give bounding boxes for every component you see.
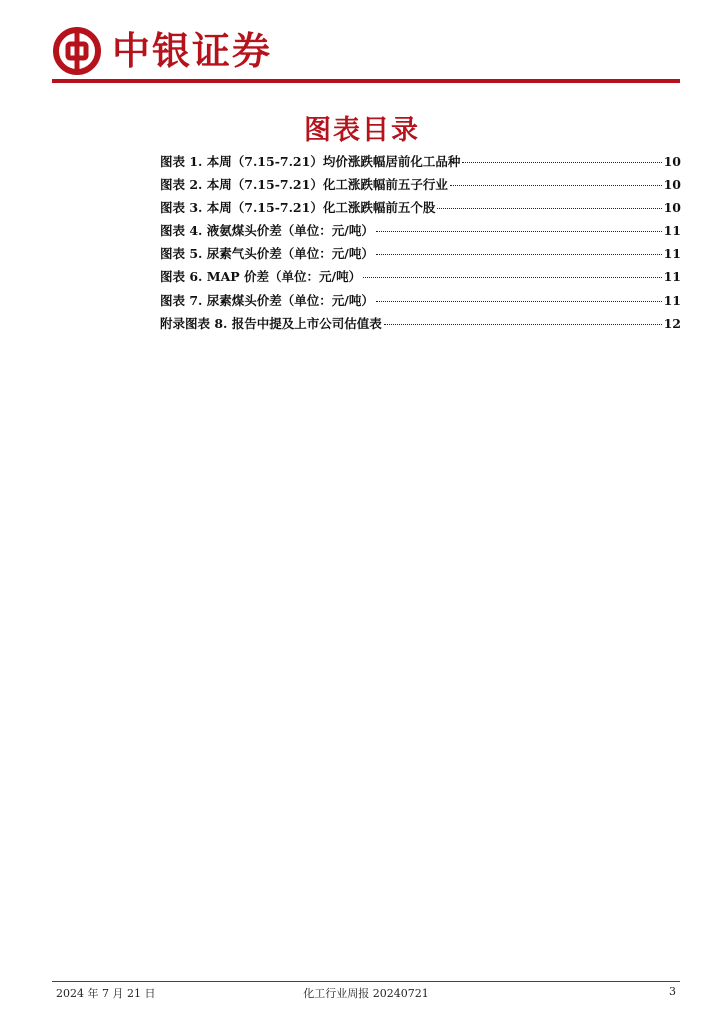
toc-entry-page: 10 bbox=[663, 177, 681, 193]
toc-leader-dots bbox=[437, 208, 661, 209]
toc-entry[interactable] bbox=[160, 267, 681, 290]
toc-entry-page: 11 bbox=[663, 292, 681, 308]
toc-entry-page: 10 bbox=[663, 200, 681, 216]
toc-leader-dots bbox=[376, 231, 662, 232]
footer-date: 2024 年 7 月 21 日 bbox=[56, 987, 156, 1000]
toc-entry-page: 11 bbox=[663, 246, 681, 262]
toc-entry-label: 图表 2. 本周（7.15-7.21）化工涨跌幅前五子行业 bbox=[160, 177, 448, 193]
toc-entry-label: 附录图表 8. 报告中提及上市公司估值表 bbox=[160, 315, 382, 331]
toc-entry-label: 图表 3. 本周（7.15-7.21）化工涨跌幅前五个股 bbox=[160, 200, 436, 216]
toc-entry[interactable] bbox=[160, 291, 681, 314]
page-footer bbox=[52, 985, 680, 1001]
page-header bbox=[52, 26, 272, 76]
toc-entry-page: 12 bbox=[663, 315, 681, 331]
toc-entry-label: 图表 4. 液氨煤头价差（单位：元/吨） bbox=[160, 223, 374, 239]
toc-entry[interactable] bbox=[160, 244, 681, 267]
toc-leader-dots bbox=[450, 185, 662, 186]
toc-entry-label: 图表 1. 本周（7.15-7.21）均价涨跌幅居前化工品种 bbox=[160, 154, 461, 169]
toc-entry[interactable] bbox=[160, 221, 681, 244]
bank-of-china-logo-icon bbox=[52, 26, 102, 76]
toc-entry-page: 11 bbox=[663, 269, 681, 285]
brand-name: 中银证券 bbox=[112, 29, 273, 73]
toc-leader-dots bbox=[376, 254, 662, 255]
header-divider bbox=[52, 79, 680, 83]
footer-report-name: 化工行业周报 20240721 bbox=[303, 987, 429, 1000]
toc-entry[interactable] bbox=[160, 175, 681, 198]
toc-leader-dots bbox=[363, 277, 661, 278]
toc-leader-dots bbox=[384, 324, 662, 325]
toc-entry-label: 图表 5. 尿素气头价差（单位：元/吨） bbox=[160, 246, 374, 262]
toc-title: 图表目录 bbox=[304, 115, 420, 146]
toc-entry[interactable] bbox=[160, 198, 681, 221]
toc-leader-dots bbox=[462, 162, 661, 163]
toc-entry[interactable] bbox=[160, 152, 681, 175]
table-of-figures bbox=[160, 152, 681, 337]
toc-entry-label: 图表 7. 尿素煤头价差（单位：元/吨） bbox=[160, 292, 374, 308]
toc-entry-page: 11 bbox=[663, 223, 681, 239]
toc-leader-dots bbox=[376, 301, 662, 302]
toc-entry-label: 图表 6. MAP 价差（单位：元/吨） bbox=[160, 269, 362, 285]
toc-entry-page: 10 bbox=[663, 154, 681, 169]
toc-entry[interactable] bbox=[160, 314, 681, 337]
footer-divider bbox=[52, 981, 680, 982]
footer-page-number: 3 bbox=[669, 985, 676, 998]
